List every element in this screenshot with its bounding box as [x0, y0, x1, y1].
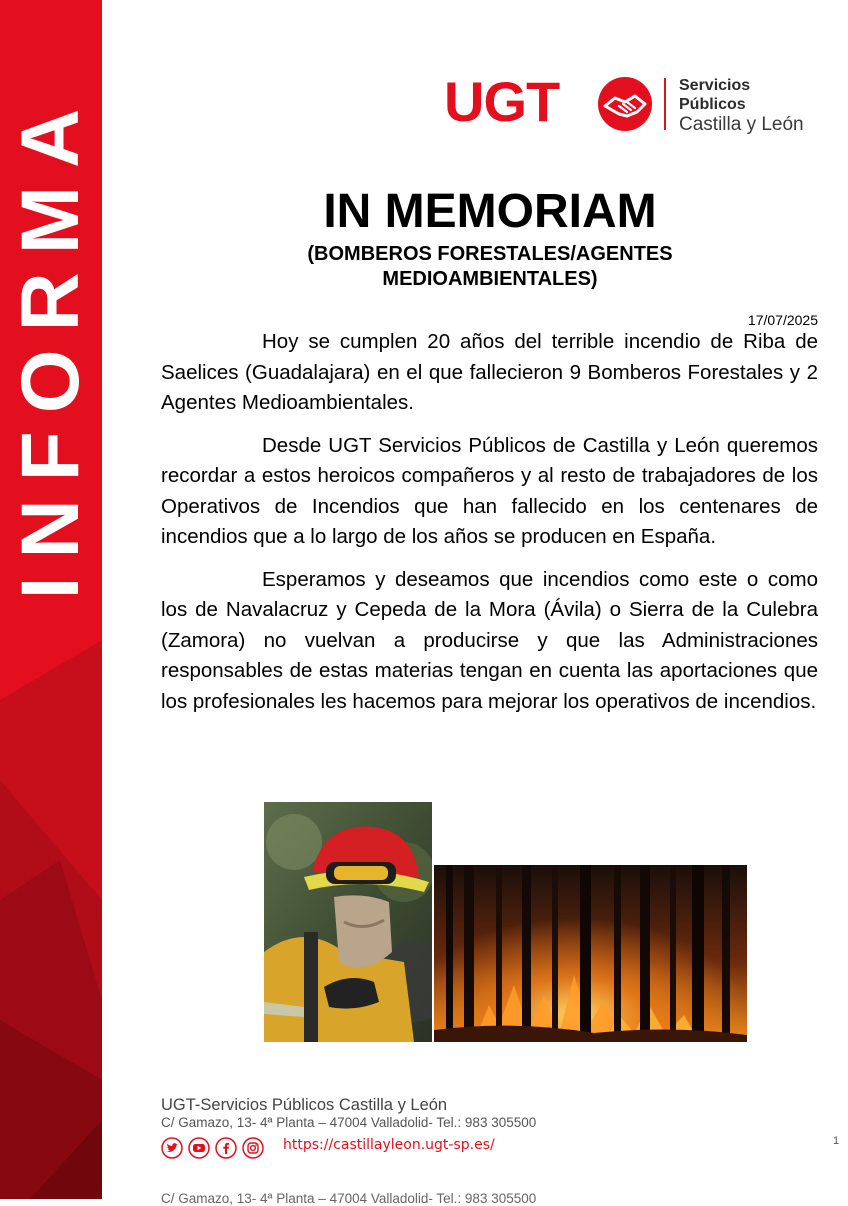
- social-links: [161, 1137, 264, 1159]
- subtitle-line-2: MEDIOAMBIENTALES): [382, 268, 598, 290]
- logo-divider: [664, 78, 666, 130]
- ugt-logo: [440, 72, 830, 142]
- firefighter-photo: [264, 802, 432, 1042]
- website-link[interactable]: https://castillayleon.ugt-sp.es/: [283, 1137, 495, 1153]
- facebook-icon[interactable]: [215, 1137, 237, 1159]
- document-date: 17/07/2025: [747, 312, 818, 328]
- youtube-icon[interactable]: [188, 1137, 210, 1159]
- logo-line-1: Servicios: [679, 77, 751, 94]
- forest-fire-photo: [434, 865, 747, 1042]
- paragraph: Hoy se cumplen 20 años del terrible incendio de Riba de Saelices (Guadalajara) en el que fallecieron 9 Bomberos Forestales y 2 Agentes Medioambientales.: [161, 330, 818, 414]
- sidebar-title: INFORMA: [5, 90, 96, 600]
- paragraph: Desde UGT Servicios Públicos de Castilla y León queremos recordar a estos heroicos compañeros y al resto de trabajadores de los Operativos de Incendios que han fallecido en los centenares de incendios que a lo largo de los años se producen en España.: [161, 433, 818, 548]
- subtitle-line-1: (BOMBEROS FORESTALES/AGENTES: [307, 243, 673, 265]
- page-number: 1: [833, 1135, 840, 1147]
- handshake-icon: [597, 76, 653, 132]
- body-text: [161, 327, 818, 729]
- logo-line-2: Públicos: [679, 96, 746, 113]
- logo-line-3: Castilla y León: [679, 114, 804, 135]
- twitter-icon[interactable]: [161, 1137, 183, 1159]
- page-subtitle: [200, 242, 780, 292]
- logo-brand: UGT: [444, 70, 560, 133]
- page-title: IN MEMORIAM: [323, 185, 657, 238]
- footer-organization: UGT-Servicios Públicos Castilla y León: [161, 1096, 448, 1114]
- footer-address-cutoff: C/ Gamazo, 13- 4ª Planta – 47004 Valladolid- Tel.: 983 305500: [161, 1191, 537, 1206]
- paragraph: Esperamos y deseamos que incendios como este o como los de Navalacruz y Cepeda de la Mora (Ávila) o Sierra de la Culebra (Zamora) no vuelvan a producirse y que las Administraciones responsables de estas materias tengan en cuenta las aportaciones que los profesionales les hacemos para mejorar los operativos de incendios.: [161, 567, 818, 713]
- logo-text: [679, 76, 804, 136]
- instagram-icon[interactable]: [242, 1137, 264, 1159]
- footer-address: C/ Gamazo, 13- 4ª Planta – 47004 Valladolid- Tel.: 983 305500: [161, 1115, 537, 1130]
- sidebar-band: [0, 0, 102, 1199]
